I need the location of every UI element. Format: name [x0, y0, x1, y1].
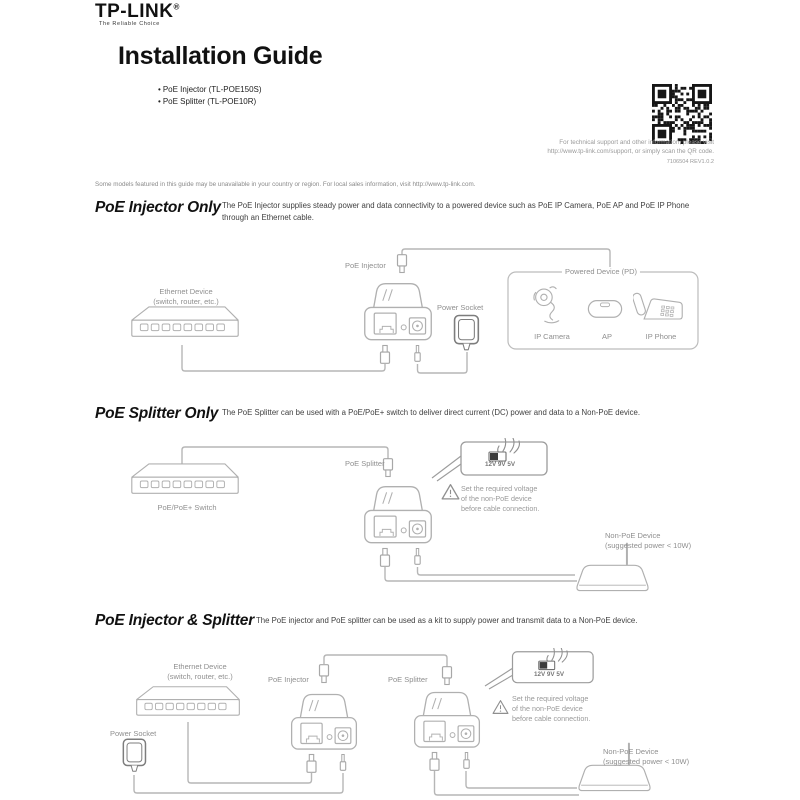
document-code: 7106504 REV1.0.2	[666, 159, 714, 165]
label-warning-line: Set the required voltage	[512, 694, 589, 703]
section-body-injector-splitter: The PoE injector and PoE splitter can be used as a kit to supply power and transmit data to a Non-PoE device.	[256, 616, 638, 625]
router-icon	[577, 544, 648, 591]
poe-injector-icon	[292, 695, 357, 750]
ethernet-plug-icon	[443, 667, 452, 685]
section-heading-injector-only: PoE Injector Only	[95, 199, 221, 216]
label-poe-splitter: PoE Splitter	[388, 675, 428, 684]
label-poe-injector: PoE Injector	[345, 261, 386, 270]
label-power-socket: Power Socket	[110, 729, 157, 738]
section-heading-splitter-only: PoE Splitter Only	[95, 405, 219, 422]
availability-disclaimer: Some models featured in this guide may be unavailable in your country or region. For local sales information, visit http://www.tp-link.com.	[95, 181, 476, 188]
dc-plug-icon	[415, 549, 420, 565]
section-body-splitter-only: The PoE Splitter can be used with a PoE/PoE+ switch to deliver direct current (DC) power and data to a Non-PoE device.	[222, 408, 640, 417]
label-non-poe-device-sub: (suggested power < 10W)	[605, 541, 692, 550]
support-line: For technical support and other information, please visit	[559, 139, 714, 146]
access-point-icon	[588, 301, 621, 318]
ethernet-switch-icon	[132, 307, 238, 336]
label-non-poe-device: Non-PoE Device	[605, 531, 661, 540]
label-ethernet-device-sub: (switch, router, etc.)	[153, 297, 219, 306]
label-ethernet-device: Ethernet Device	[159, 287, 213, 296]
label-poe-switch: PoE/PoE+ Switch	[157, 503, 217, 512]
support-line: http://www.tp-link.com/support, or simply scan the QR code.	[547, 147, 714, 155]
power-socket-icon	[455, 316, 479, 350]
ethernet-plug-icon	[430, 753, 439, 771]
label-poe-splitter: PoE Splitter	[345, 459, 385, 468]
callout-pointer	[485, 668, 513, 689]
label-non-poe-device-sub: (suggested power < 10W)	[603, 757, 690, 766]
label-ethernet-device-sub: (switch, router, etc.)	[167, 672, 233, 681]
qr-code	[652, 84, 712, 144]
page-title: Installation Guide	[118, 42, 323, 70]
tp-link-logo: TP-LINK®	[95, 1, 180, 22]
ethernet-plug-icon	[398, 255, 407, 273]
ethernet-plug-icon	[381, 549, 390, 567]
poe-injector-icon	[365, 284, 432, 340]
ethernet-switch-icon	[137, 687, 240, 715]
label-warning-line: before cable connection.	[461, 504, 540, 513]
warning-triangle-icon	[442, 485, 459, 499]
voltage-switch-callout-icon	[461, 438, 547, 475]
label-non-poe-device: Non-PoE Device	[603, 747, 659, 756]
label-ip-camera: IP Camera	[534, 332, 570, 341]
product-item: • PoE Splitter (TL-POE10R)	[158, 96, 262, 108]
section-heading-injector-splitter: PoE Injector & Splitter	[95, 612, 255, 629]
logo-tagline: The Reliable Choice	[99, 21, 160, 27]
ethernet-switch-icon	[132, 464, 238, 493]
label-power-socket: Power Socket	[437, 303, 484, 312]
label-powered-device-box: Powered Device (PD)	[562, 267, 640, 276]
label-voltage-options: 12V 9V 5V	[533, 671, 565, 678]
ethernet-plug-icon	[381, 346, 390, 364]
label-warning-line: of the non-PoE device	[512, 704, 583, 713]
warning-triangle-icon	[493, 701, 508, 714]
poe-splitter-icon	[415, 693, 480, 748]
support-note	[400, 139, 714, 157]
dc-plug-icon	[415, 346, 420, 362]
product-item: • PoE Injector (TL-POE150S)	[158, 84, 262, 96]
label-warning-line: before cable connection.	[512, 714, 591, 723]
label-voltage-options: 12V 9V 5V	[484, 461, 516, 468]
label-warning-line: Set the required voltage	[461, 484, 538, 493]
section-body-injector-only: The PoE Injector supplies steady power and data connectivity to a powered device such as PoE IP Camera, PoE AP and PoE IP Phone through an Ethernet cable.	[222, 201, 690, 223]
injector-only-diagram	[95, 240, 710, 400]
splitter-only-diagram	[95, 430, 710, 605]
product-list	[158, 84, 262, 107]
label-ethernet-device: Ethernet Device	[173, 662, 227, 671]
power-socket-icon	[123, 739, 145, 771]
dc-plug-icon	[340, 755, 345, 771]
registered-mark: ®	[173, 2, 180, 12]
callout-pointer	[432, 456, 461, 481]
ethernet-plug-icon	[320, 665, 329, 683]
dc-plug-icon	[464, 753, 469, 769]
label-warning-line: of the non-PoE device	[461, 494, 532, 503]
label-poe-injector: PoE Injector	[268, 675, 309, 684]
ethernet-plug-icon	[307, 755, 316, 773]
label-ip-phone: IP Phone	[645, 332, 677, 341]
poe-splitter-icon	[365, 487, 432, 543]
label-ap: AP	[601, 332, 613, 341]
